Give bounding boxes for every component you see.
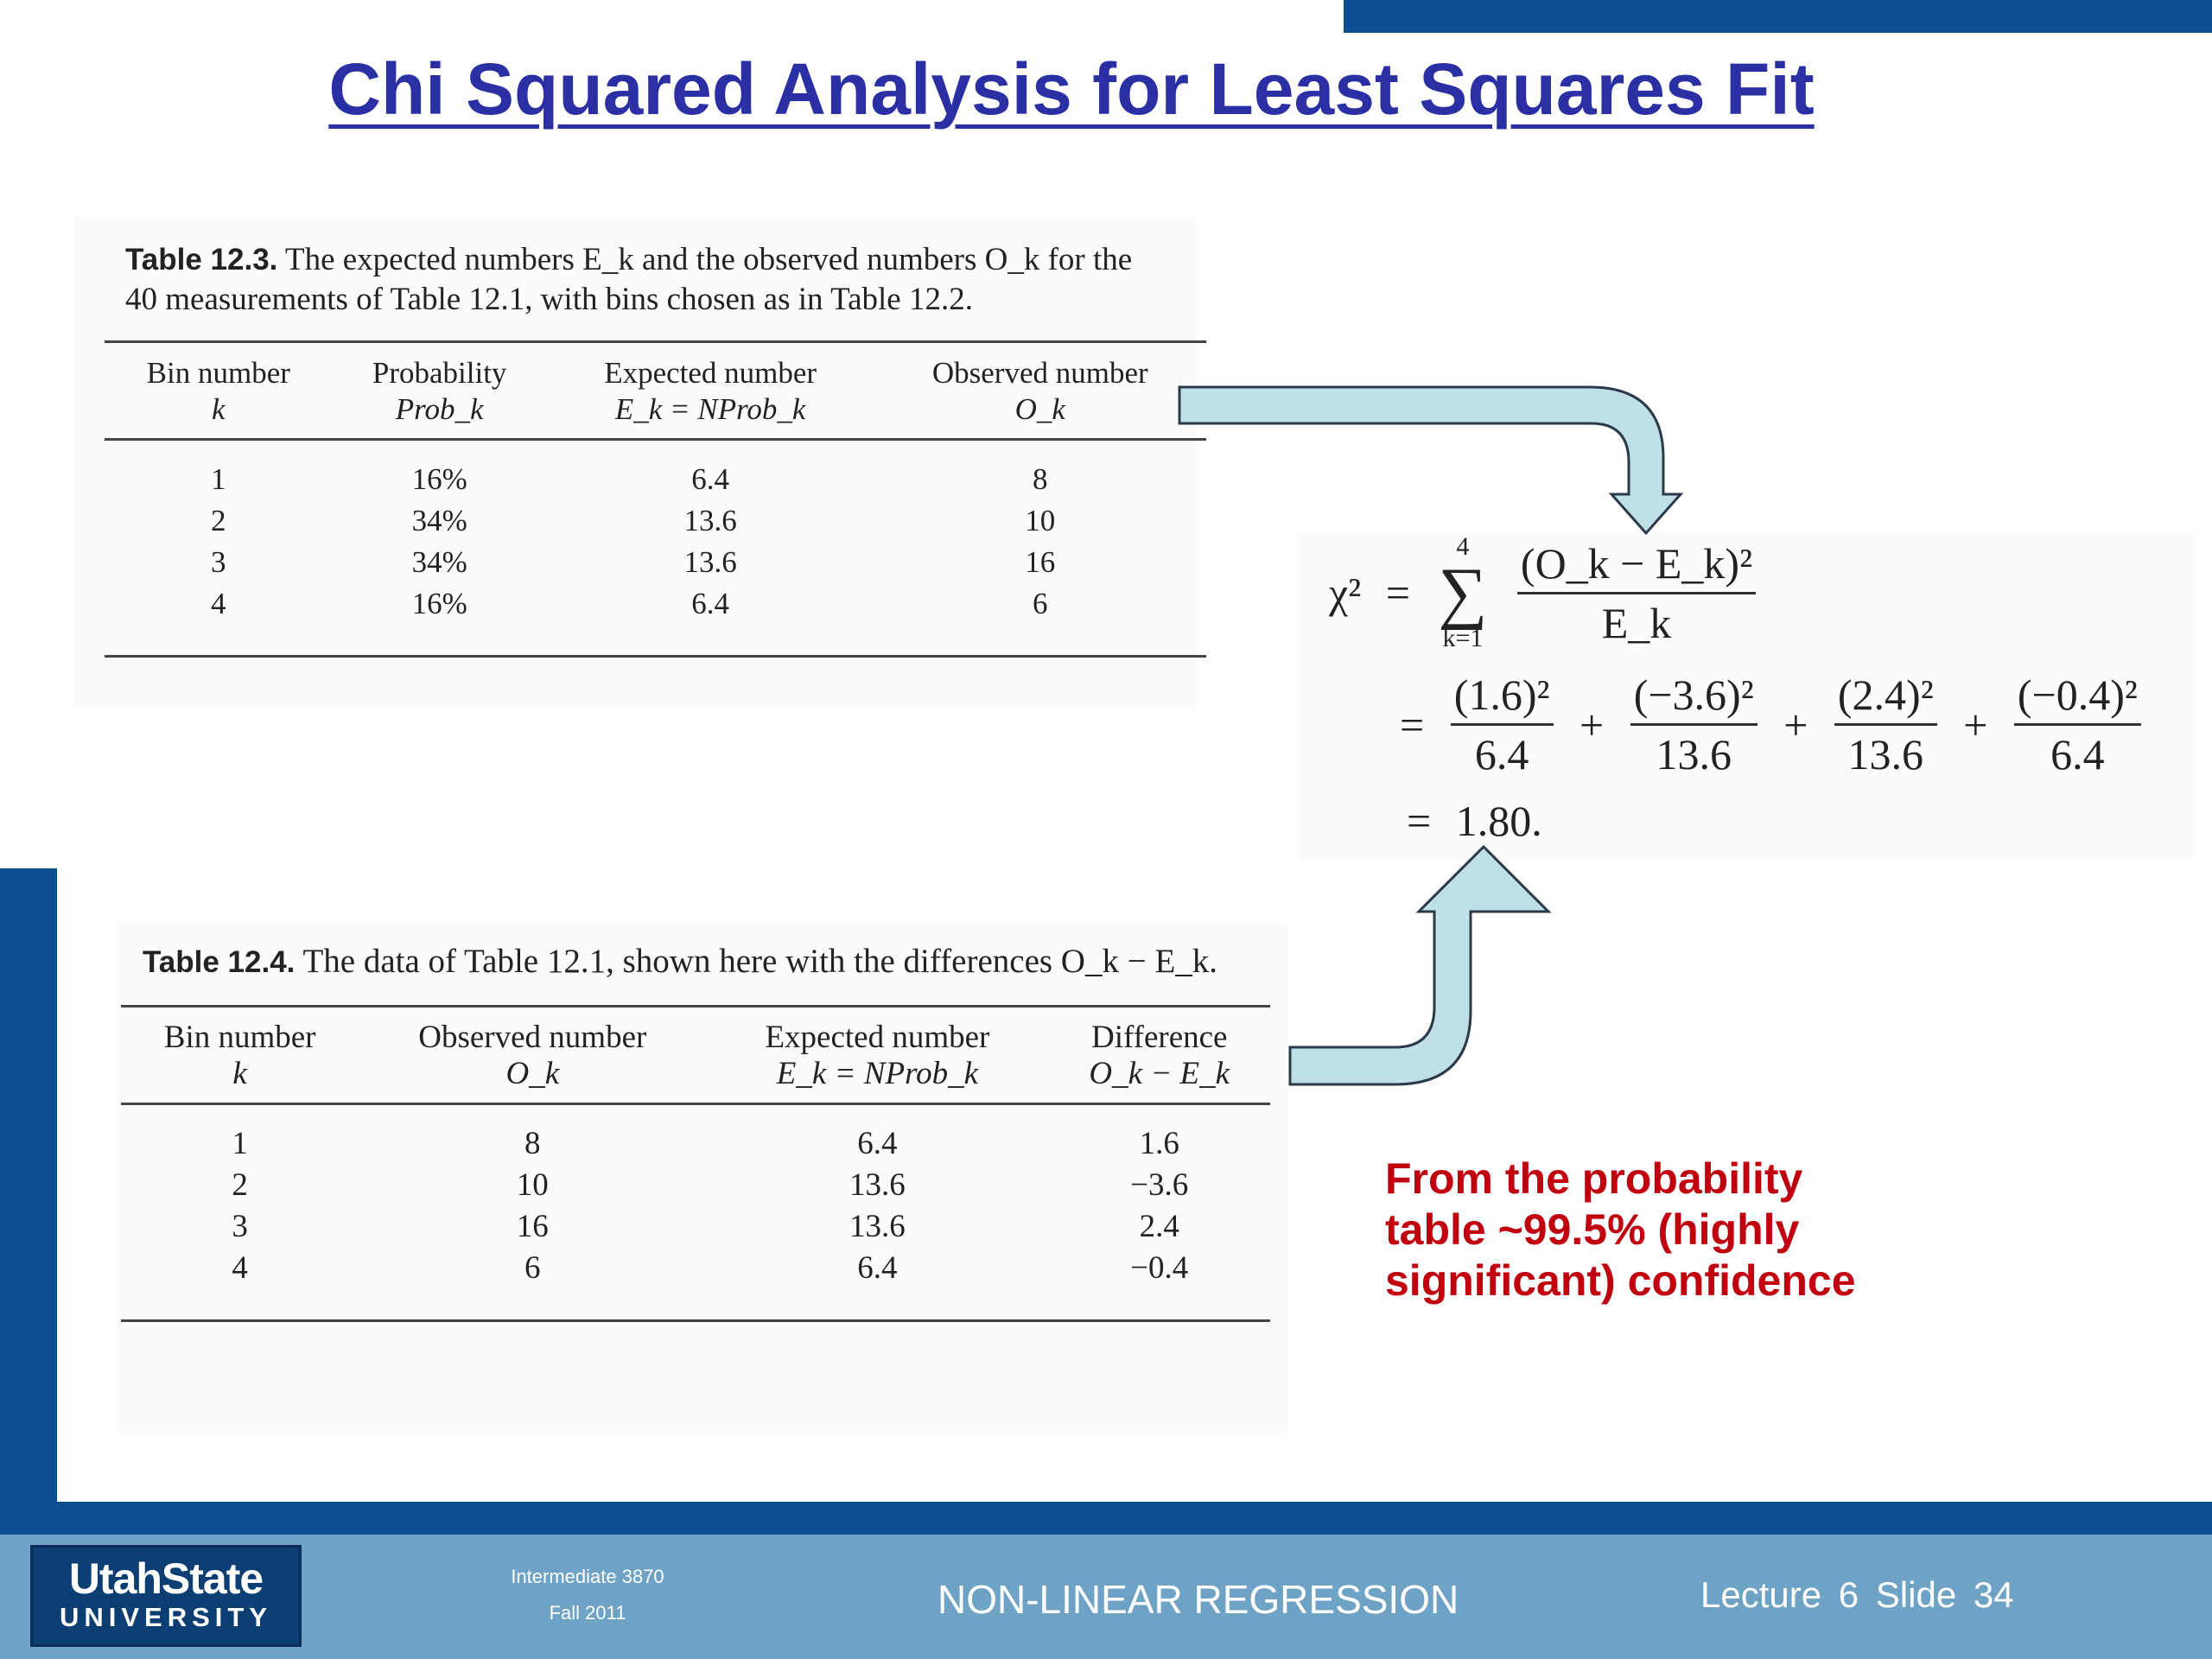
- topic-label: NON-LINEAR REGRESSION: [938, 1577, 1459, 1622]
- sum-numerator: (O_k − E_k)²: [1517, 538, 1756, 594]
- table-12-4-header: Observed number O_k: [359, 1007, 706, 1104]
- table-row: 2 10 13.6 −3.6: [232, 1167, 1189, 1203]
- slide-number: Lecture 6 Slide 34: [1700, 1574, 2014, 1615]
- table-row: 3 16 13.6 2.4: [232, 1209, 1179, 1244]
- confidence-note: From the probability table ~99.5% (highly significant) confidence: [1385, 1154, 1856, 1305]
- table-12-3-header: Observed number O_k: [874, 342, 1206, 440]
- equals-sign: =: [1400, 700, 1425, 749]
- plus-sign: +: [1963, 700, 1988, 749]
- table-12-4-caption-text: The data of Table 12.1, shown here with the differences O_k − E_k.: [302, 943, 1218, 980]
- table-row: 3 34% 13.6 16: [211, 545, 1056, 579]
- term-fraction: $\frac{\text{(1.6)²}}{6.4}$: [1451, 670, 1554, 779]
- equals-sign: =: [1385, 569, 1410, 617]
- curved-arrow-up-icon: [1290, 847, 1548, 1084]
- table-12-4-header: Bin number k: [121, 1007, 359, 1104]
- slide-title: Chi Squared Analysis for Least Squares Fit: [328, 48, 1815, 130]
- curved-arrow-down-icon: [1179, 387, 1681, 533]
- plus-sign: +: [1783, 700, 1808, 749]
- table-row: 4 6 6.4 −0.4: [121, 1248, 1270, 1321]
- table-12-3-caption-text: The expected numbers E_k and the observed numbers O_k for the 40 measurements of Table 12.1, with bins chosen as in Table 12.2.: [125, 242, 1133, 317]
- table-row: 2 34% 13.6 10: [211, 504, 1056, 537]
- table-12-4-label: Table 12.4.: [143, 945, 296, 979]
- table-row: 4 16% 6.4 6: [105, 583, 1206, 657]
- table-12-3-header: Bin number k: [105, 342, 333, 440]
- table-12-3-label: Table 12.3.: [125, 243, 278, 276]
- term-label: Fall 2011: [549, 1602, 626, 1624]
- chi-squared-symbol: χ²: [1329, 569, 1362, 617]
- table-12-3-header: Expected number E_k = NProb_k: [547, 342, 874, 440]
- sum-lower-limit: k=1: [1442, 624, 1484, 652]
- plus-sign: +: [1580, 700, 1605, 749]
- table-12-4-header: Expected number E_k = NProb_k: [706, 1007, 1048, 1104]
- term-fraction: $\frac{\text{(−0.4)²}}{6.4}$: [2014, 670, 2141, 779]
- table-row: 1 8 6.4 1.6: [232, 1126, 1179, 1161]
- table-12-3-header: Probability Prob_k: [333, 342, 547, 440]
- sum-denominator: E_k: [1601, 598, 1672, 647]
- sum-upper-limit: 4: [1456, 532, 1470, 561]
- term-fraction: $\frac{\text{(−3.6)²}}{13.6}$: [1630, 670, 1758, 779]
- university-logo: UtahState UNIVERSITY: [30, 1545, 302, 1647]
- chi-squared-result: 1.80.: [1455, 796, 1542, 845]
- term-fraction: $\frac{\text{(2.4)²}}{13.6}$: [1834, 670, 1937, 779]
- course-label: Intermediate 3870: [511, 1566, 664, 1587]
- sigma-icon: ∑: [1438, 555, 1488, 631]
- table-12-4-header: Difference O_k − E_k: [1048, 1007, 1270, 1104]
- equals-sign: =: [1407, 796, 1432, 845]
- table-row: 1 16% 6.4 8: [211, 462, 1048, 496]
